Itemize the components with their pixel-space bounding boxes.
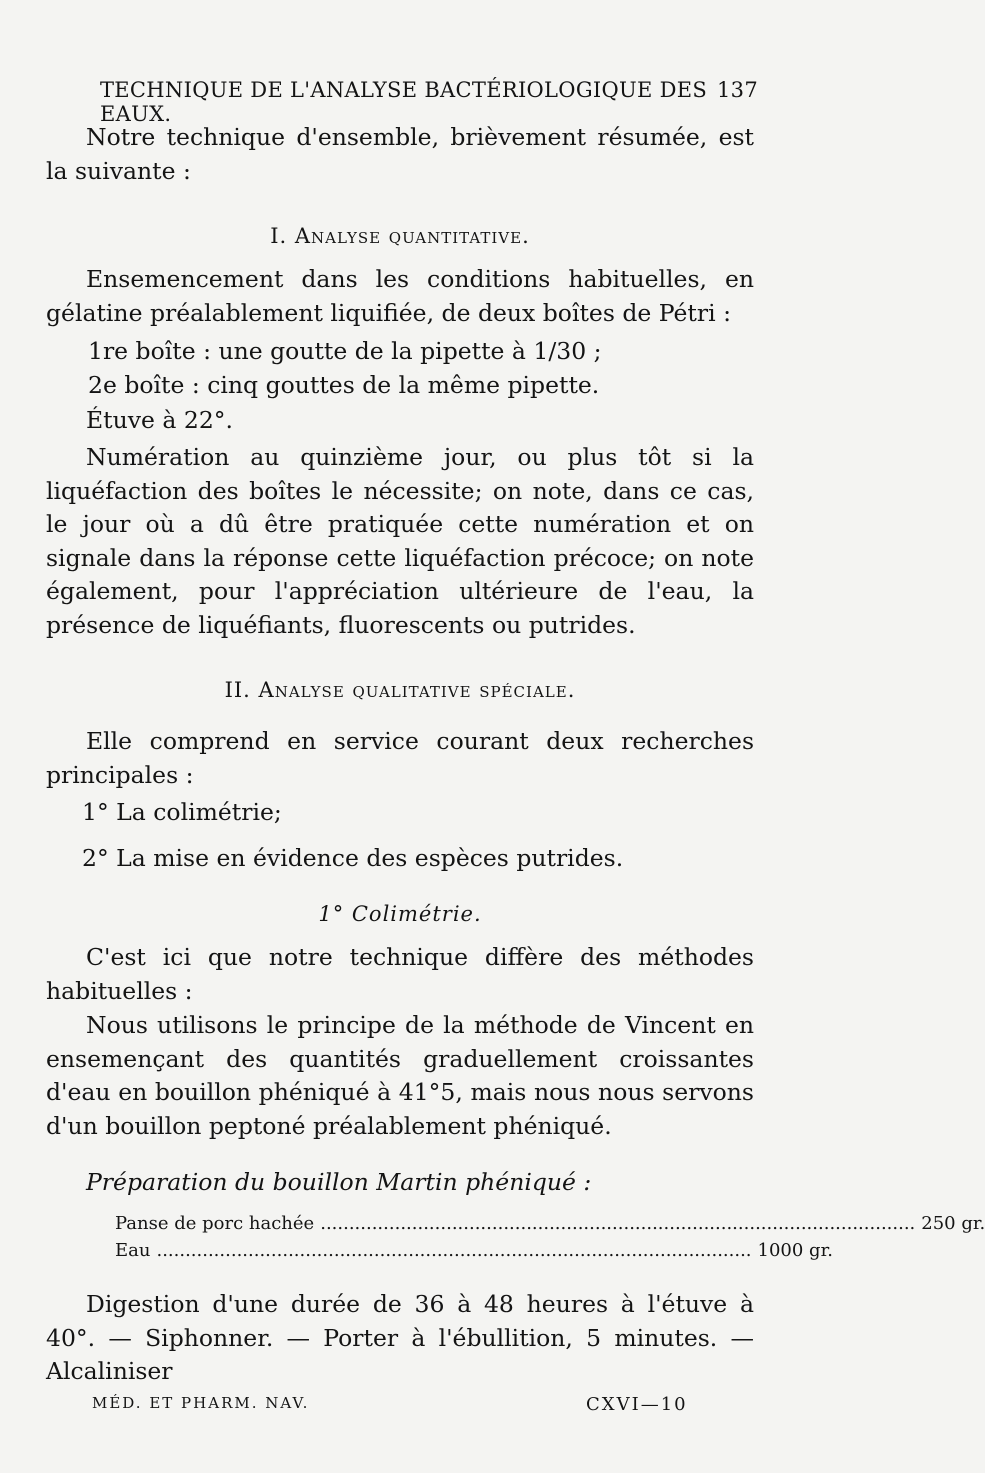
- list-item-box-1: 1re boîte : une goutte de la pipette à 1/30 ;: [88, 337, 602, 365]
- preparation-title: Préparation du bouillon Martin phéniqué :: [86, 1168, 592, 1196]
- recipe-item: Eau: [115, 1240, 151, 1261]
- recipe-item: Panse de porc hachée: [115, 1213, 315, 1234]
- qualitative-paragraph: Elle comprend en service courant deux recherches principales :: [46, 727, 754, 789]
- leader-dots: ........................................................................................................: [156, 1240, 752, 1261]
- subsection-heading-colimetry: 1° Colimétrie.: [318, 902, 482, 926]
- incubator-temperature: Étuve à 22°.: [86, 406, 233, 434]
- recipe-row: [115, 1213, 985, 1234]
- running-header: [100, 78, 758, 126]
- list-item-colimetry: 1° La colimétrie;: [82, 798, 282, 826]
- seeding-paragraph: Ensemencement dans les conditions habituelles, en gélatine préalablement liquifiée, de deux boîtes de Pétri :: [46, 265, 754, 327]
- header-title: TECHNIQUE DE L'ANALYSE BACTÉRIOLOGIQUE DES EAUX.: [100, 78, 708, 126]
- recipe-quantity: 1000 gr.: [757, 1240, 833, 1261]
- vincent-method-paragraph: Nous utilisons le principe de la méthode de Vincent en ensemençant des quantités graduellement croissantes d'eau en bouillon phéniqué à 41°5, mais nous nous servons d'un bouillon peptoné préalablement phéniqué.: [46, 1011, 754, 1140]
- digestion-paragraph: Digestion d'une durée de 36 à 48 heures à l'étuve à 40°. — Siphonner. — Porter à l'ébullition, 5 minutes. — Alcaliniser: [46, 1290, 754, 1385]
- colimetry-intro-paragraph: C'est ici que notre technique diffère des méthodes habituelles :: [46, 943, 754, 1005]
- recipe-row: [115, 1240, 833, 1261]
- footer-journal-signature: MÉD. ET PHARM. NAV.: [92, 1394, 310, 1412]
- counting-paragraph: Numération au quinzième jour, ou plus tôt si la liquéfaction des boîtes le nécessite; on note, dans ce cas, le jour où a dû être pratiquée cette numération et on signale dans la réponse cette liquéfaction précoce; on note également, pour l'appréciation ultérieure de l'eau, la présence de liquéfiants, fluorescents ou putrides.: [46, 443, 754, 639]
- leader-dots: ........................................................................................................: [320, 1213, 916, 1234]
- section-heading-qualitative: II. Analyse qualitative spéciale.: [224, 678, 576, 702]
- footer-sheet-number: CXVI—10: [586, 1394, 688, 1415]
- section-heading-quantitative: I. Analyse quantitative.: [270, 224, 530, 248]
- recipe-quantity: 250 gr.: [921, 1213, 985, 1234]
- list-item-box-2: 2e boîte : cinq gouttes de la même pipette.: [88, 371, 600, 399]
- intro-paragraph: Notre technique d'ensemble, brièvement résumée, est la suivante :: [46, 123, 754, 185]
- page-number: 137: [717, 78, 758, 102]
- list-item-putrid-species: 2° La mise en évidence des espèces putrides.: [82, 844, 624, 872]
